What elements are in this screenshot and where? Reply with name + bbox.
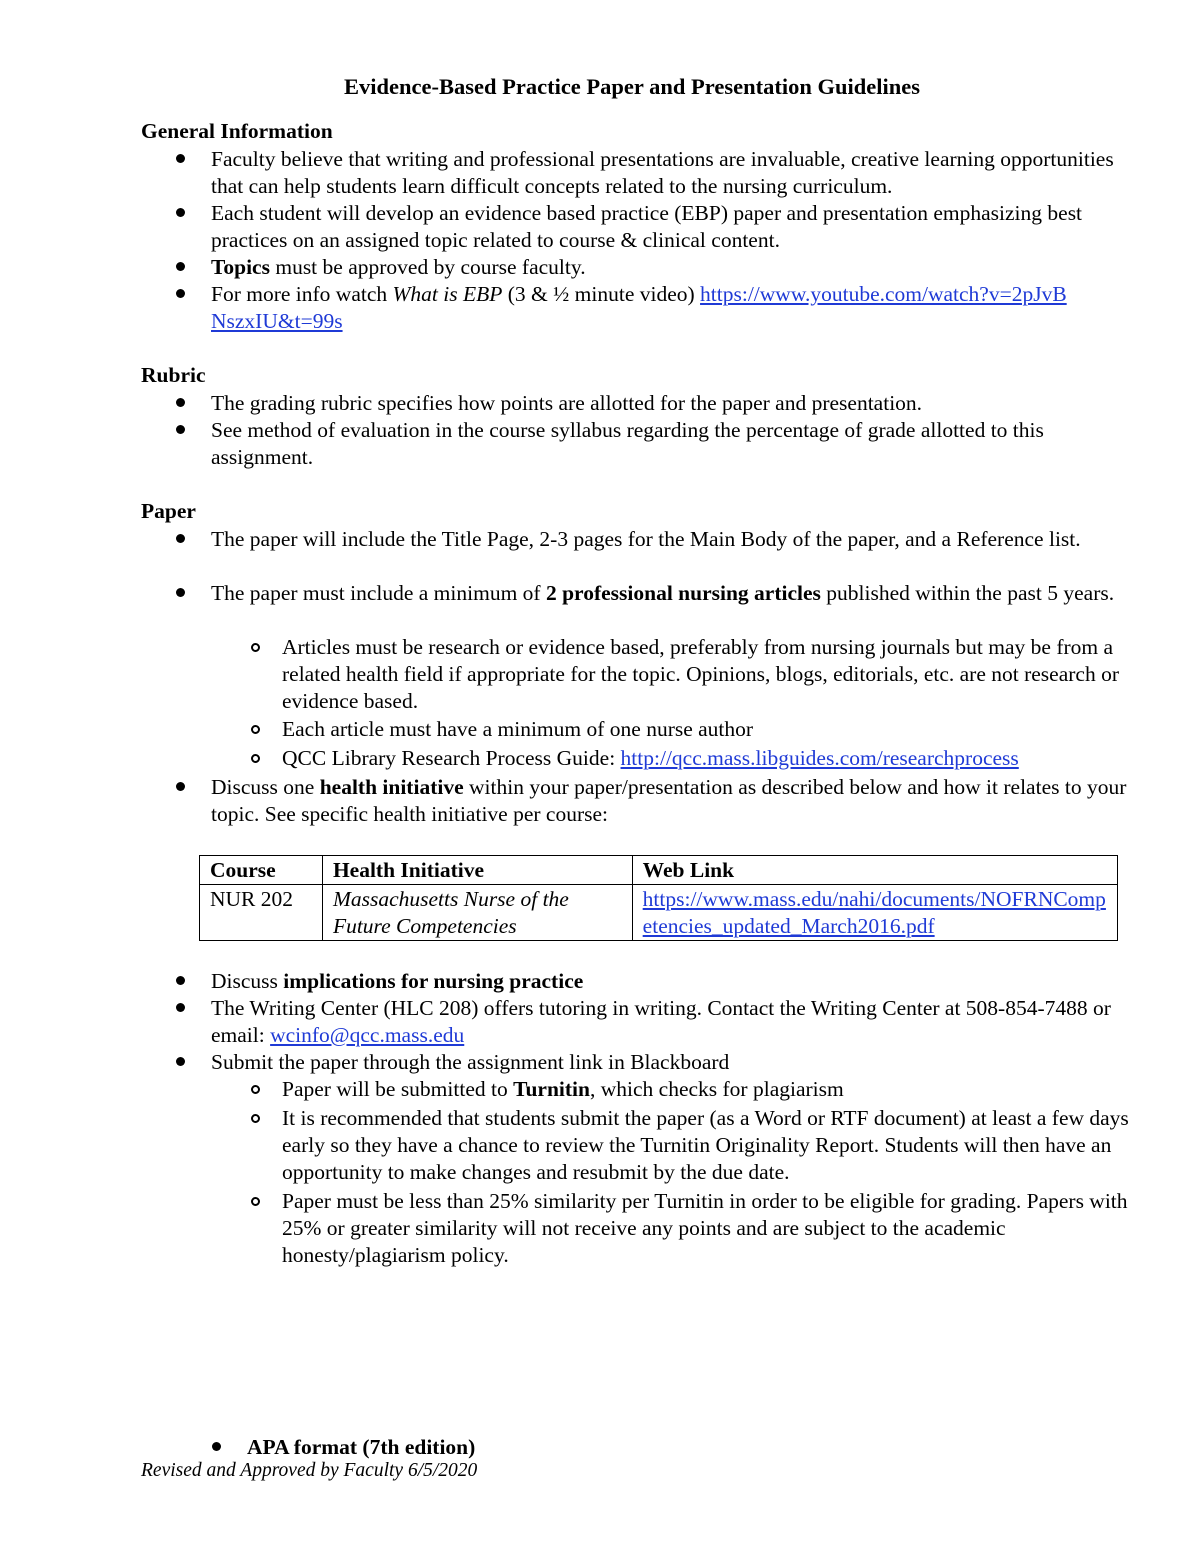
bullet-icon: [176, 425, 185, 434]
web-link-cell: [632, 885, 1117, 941]
column-header-course: Course: [200, 856, 323, 885]
bullet-icon: [176, 588, 185, 597]
bullet-icon: [176, 976, 185, 985]
turnitin-pre: Paper will be submitted to: [282, 1077, 514, 1101]
turnitin-bold: Turnitin: [513, 1077, 590, 1101]
bullet-icon: [176, 154, 185, 163]
general-bullet-2: Each student will develop an evidence based practice (EBP) paper and presentation emphasizing best practices on an assigned topic related to course & clinical content.: [211, 201, 1083, 252]
column-header-web-link: Web Link: [632, 856, 1117, 885]
bullet-icon: [176, 262, 185, 271]
paper-sub-bullet-1: Articles must be research or evidence based, preferably from nursing journals but may be from a related health field if appropriate for the topic. Opinions, blogs, editorials, etc. are not research or evidence based.: [282, 635, 1119, 713]
paper-bullet-6: Submit the paper through the assignment link in Blackboard: [211, 1050, 730, 1074]
library-guide-label: QCC Library Research Process Guide:: [282, 746, 621, 770]
initiative-post: within your paper/presentation as described below and how it relates to your topic. See specific health initiative per course:: [211, 775, 1127, 826]
ebp-pre: For more info watch: [211, 282, 393, 306]
ebp-video-link[interactable]: https://www.youtube.com/watch?v=2pJvBNszxIU&t=99s: [211, 282, 1067, 333]
bullet-icon: [176, 534, 185, 543]
initiative-bold: health initiative: [319, 775, 464, 799]
articles-pre: The paper must include a minimum of: [211, 581, 546, 605]
ebp-title: What is EBP: [392, 282, 503, 306]
sub-bullet-icon: [251, 1114, 260, 1123]
initiative-cell: Massachusetts Nurse of the Future Competencies: [322, 885, 632, 941]
bullet-icon: [176, 208, 185, 217]
course-cell: NUR 202: [200, 885, 323, 941]
paper-bullet-3: [211, 774, 1136, 828]
paper-bullet-4: [211, 968, 1136, 995]
writing-center-text: The Writing Center (HLC 208) offers tutoring in writing. Contact the Writing Center at 508-854-7488 or email:: [211, 996, 1111, 1047]
paper-bullet-1: The paper will include the Title Page, 2-3 pages for the Main Body of the paper, and a Reference list.: [211, 527, 1081, 551]
general-bullet-1: Faculty believe that writing and professional presentations are invaluable, creative learning opportunities that can help students learn difficult concepts related to the nursing curriculum.: [211, 147, 1114, 198]
page-title: Evidence-Based Practice Paper and Presentation Guidelines: [343, 74, 920, 99]
sub-bullet-icon: [251, 754, 260, 763]
sub-bullet-icon: [251, 725, 260, 734]
table-row: [200, 885, 1118, 941]
rubric-bullet-2: See method of evaluation in the course syllabus regarding the percentage of grade allotted to this assignment.: [211, 418, 1044, 469]
rubric-heading: Rubric: [141, 363, 206, 387]
general-heading: General Information: [141, 119, 333, 143]
general-bullet-3: [211, 254, 1136, 281]
bullet-icon: [176, 1057, 185, 1066]
paper-bullet-5: [211, 995, 1136, 1049]
nofrn-competencies-link[interactable]: https://www.mass.edu/nahi/documents/NOFRNCompetencies_updated_March2016.pdf: [642, 887, 1106, 938]
bullet-icon: [176, 782, 185, 791]
ebp-mid: (3 & ½ minute video): [502, 282, 701, 306]
sub-bullet-icon: [251, 1085, 260, 1094]
paper-bullet-2: [211, 580, 1136, 607]
bullet-icon: [212, 1442, 221, 1451]
health-initiative-table: [199, 855, 1118, 941]
table-header-row: [200, 856, 1118, 885]
apa-format-bullet: APA format (7th edition): [247, 1435, 476, 1459]
bullet-icon: [176, 1003, 185, 1012]
sub-bullet-icon: [251, 1197, 260, 1206]
articles-bold: 2 professional nursing articles: [545, 581, 821, 605]
topics-bold: Topics: [211, 255, 270, 279]
revision-footer: Revised and Approved by Faculty 6/5/2020: [141, 1460, 478, 1481]
turnitin-sub-bullet-1: [282, 1076, 1142, 1103]
general-bullet-4: [211, 281, 1071, 335]
initiative-pre: Discuss one: [211, 775, 320, 799]
paper-sub-bullet-3: [282, 745, 1142, 772]
writing-center-email-link[interactable]: wcinfo@qcc.mass.edu: [270, 1023, 465, 1047]
sub-bullet-icon: [251, 643, 260, 652]
paper-heading: Paper: [141, 499, 196, 523]
implications-bold: implications for nursing practice: [283, 969, 584, 993]
turnitin-sub-bullet-3: Paper must be less than 25% similarity per Turnitin in order to be eligible for grading. Papers with 25% or greater similarity will not receive any points and are subject to the academic honesty/plagiarism policy.: [282, 1189, 1128, 1267]
turnitin-sub-bullet-2: It is recommended that students submit the paper (as a Word or RTF document) at least a few days early so they have a chance to review the Turnitin Originality Report. Students will then have an opportunity to make changes and resubmit by the due date.: [282, 1106, 1129, 1184]
turnitin-post: , which checks for plagiarism: [589, 1077, 844, 1101]
implications-pre: Discuss: [211, 969, 284, 993]
topics-rest: must be approved by course faculty.: [269, 255, 586, 279]
library-guide-link[interactable]: http://qcc.mass.libguides.com/researchprocess: [620, 746, 1019, 770]
rubric-bullet-1: The grading rubric specifies how points are allotted for the paper and presentation.: [211, 391, 923, 415]
column-header-initiative: Health Initiative: [322, 856, 632, 885]
articles-post: published within the past 5 years.: [820, 581, 1115, 605]
paper-sub-bullet-2: Each article must have a minimum of one nurse author: [282, 717, 754, 741]
bullet-icon: [176, 398, 185, 407]
bullet-icon: [176, 289, 185, 298]
